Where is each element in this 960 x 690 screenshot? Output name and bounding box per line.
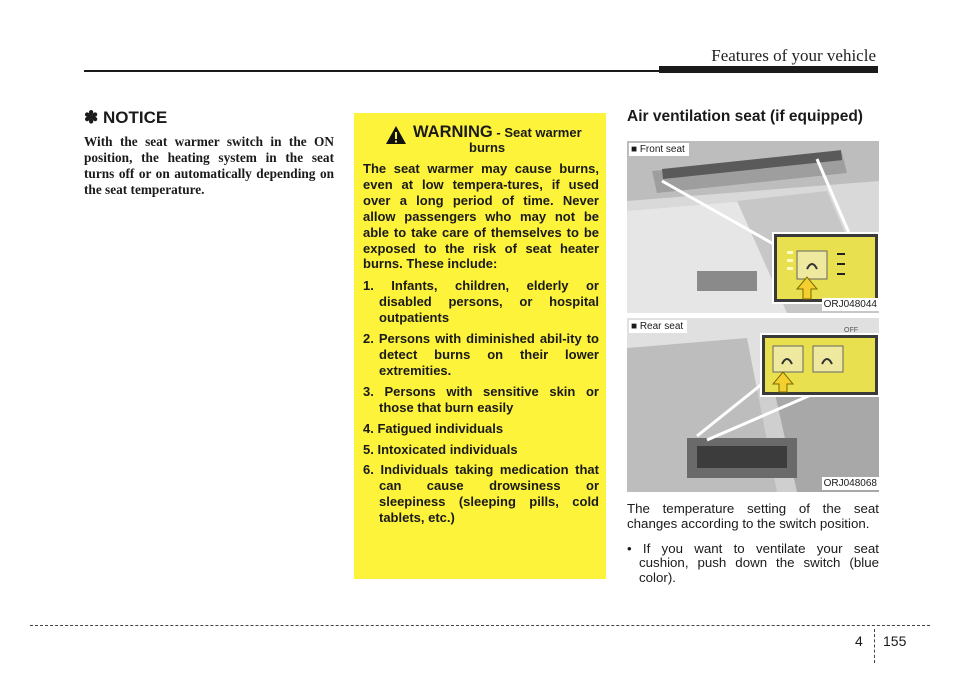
warning-subtitle-line2: burns bbox=[469, 140, 506, 155]
vent-body: The temperature setting of the seat changes according to the switch position. bbox=[627, 501, 879, 531]
list-item: 5. Intoxicated individuals bbox=[363, 441, 518, 457]
rear-seat-tag: ■ Rear seat bbox=[629, 320, 687, 333]
warning-subtitle: - Seat warmer bbox=[496, 125, 582, 140]
header-rule-bold bbox=[659, 66, 878, 73]
warning-list bbox=[363, 278, 599, 526]
page-number: 155 bbox=[883, 633, 907, 649]
warning-word: WARNING bbox=[413, 123, 493, 141]
notice-body: With the seat warmer switch in the ON position, the heating system in the seat turns off or on automatically depending on the seat temperature. bbox=[84, 134, 334, 197]
footer-rule bbox=[30, 625, 930, 626]
header-rule bbox=[84, 70, 659, 72]
vent-bullet: • If you want to ventilate your seat cushion, push down the switch (blue color). bbox=[627, 540, 879, 586]
warning-intro: The seat warmer may cause burns, even at low tempera-tures, if used over a long period of time. Never allow passengers who may not be able to take care of themselves to be exposed to the risk of seat heater burns. These include: bbox=[363, 161, 599, 272]
page-separator bbox=[874, 629, 875, 663]
warning-box bbox=[354, 113, 606, 579]
air-vent-section bbox=[627, 108, 879, 586]
list-item: 6. Individuals taking medication that can cause drowsiness or sleepiness (sleeping pills, cold tablets, etc.) bbox=[363, 462, 599, 526]
chapter-number: 4 bbox=[855, 633, 863, 649]
rear-seat-photo bbox=[627, 318, 879, 492]
rear-seat-illustration bbox=[627, 318, 879, 492]
notice-section bbox=[84, 108, 334, 198]
notice-title: ✽ NOTICE bbox=[84, 108, 168, 127]
front-seat-photo bbox=[627, 141, 879, 313]
front-seat-illustration bbox=[627, 141, 879, 313]
running-header: Features of your vehicle bbox=[711, 46, 876, 65]
list-item: 4. Fatigued individuals bbox=[363, 420, 504, 436]
warning-header bbox=[363, 125, 599, 155]
front-seat-tag: ■ Front seat bbox=[629, 143, 689, 156]
list-item: 2. Persons with diminished abil-ity to detect burns on their lower extremities. bbox=[363, 331, 599, 378]
section-title: Air ventilation seat (if equipped) bbox=[627, 108, 863, 125]
warning-triangle-icon bbox=[385, 125, 407, 145]
list-item: 3. Persons with sensitive skin or those that burn easily bbox=[363, 383, 599, 415]
front-seat-code: ORJ048044 bbox=[823, 299, 877, 310]
list-item: 1. Infants, children, elderly or disabled persons, or hospital outpatients bbox=[363, 278, 599, 326]
off-label: OFF bbox=[844, 327, 858, 334]
rear-seat-code: ORJ048068 bbox=[823, 478, 877, 489]
